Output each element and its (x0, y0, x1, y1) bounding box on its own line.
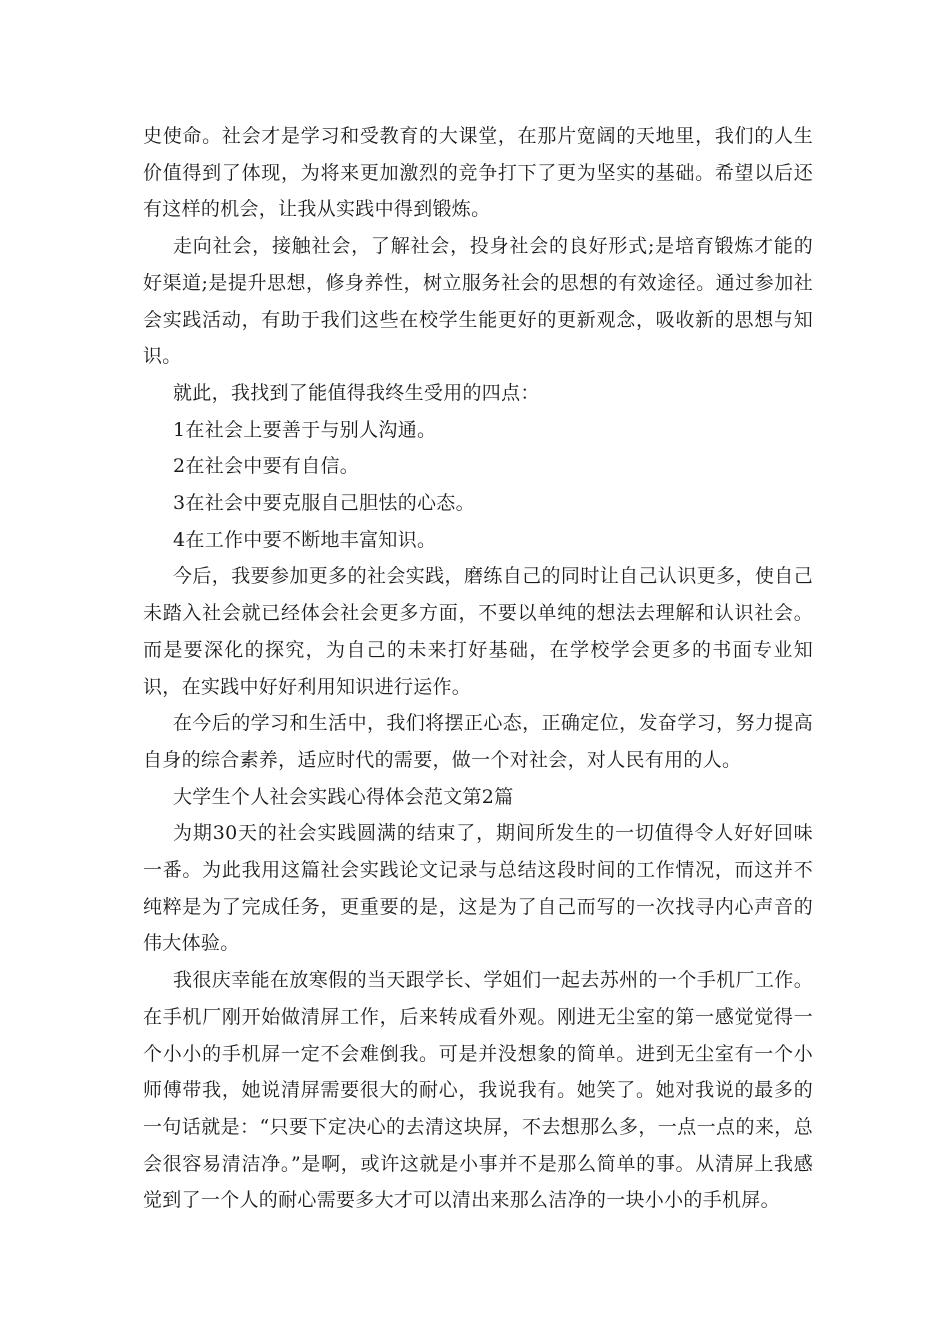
list-item: 2在社会中要有自信。 (173, 455, 360, 478)
list-item: 3在社会中要克服自己胆怯的心态。 (173, 492, 475, 515)
paragraph: 走向社会，接触社会，了解社会，投身社会的良好形式;是培育锻炼才能的好渠道;是提升思想，修身养性，树立服务社会的思想的有效途径。通过参加社会实践活动，有助于我们这些在校学生能更好的更新观念，吸收新的思想与知识。 (143, 235, 813, 368)
paragraph: 为期30天的社会实践圆满的结束了，期间所发生的一切值得令人好好回味一番。为此我用这篇社会实践论文记录与总结这段时间的工作情况，而这并不纯粹是为了完成任务，更重要的是，这是为了自己而写的一次找寻内心声音的伟大体验。 (143, 822, 813, 955)
section-heading: 大学生个人社会实践心得体会范文第2篇 (173, 785, 514, 808)
paragraph: 在今后的学习和生活中，我们将摆正心态，正确定位，发奋学习，努力提高自身的综合素养，适应时代的需要，做一个对社会，对人民有用的人。 (143, 712, 813, 771)
paragraph: 就此，我找到了能值得我终生受用的四点： (173, 381, 540, 404)
list-item: 4在工作中要不断地丰富知识。 (173, 528, 437, 551)
list-item: 1在社会上要善于与别人沟通。 (173, 418, 437, 441)
paragraph: 我很庆幸能在放寒假的当天跟学长、学姐们一起去苏州的一个手机厂工作。在手机厂刚开始做清屏工作，后来转成看外观。刚进无尘室的第一感觉觉得一个小小的手机屏一定不会难倒我。可是并没想象的简单。进到无尘室有一个小师傅带我，她说清屏需要很大的耐心，我说我有。她笑了。她对我说的最多的一句话就是：“只要下定决心的去清这块屏，不去想那么多，一点一点的来，总会很容易清洁净。”是啊，或许这就是小事并不是那么简单的事。从清屏上我感觉到了一个人的耐心需要多大才可以清出来那么洁净的一块小小的手机屏。 (143, 969, 813, 1212)
paragraph: 今后，我要参加更多的社会实践，磨练自己的同时让自己认识更多，使自己未踏入社会就已经体会社会更多方面，不要以单纯的想法去理解和认识社会。而是要深化的探究，为自己的未来打好基础，在学校学会更多的书面专业知识，在实践中好好利用知识进行运作。 (143, 565, 813, 698)
document-body (143, 118, 813, 1219)
paragraph-continuation: 史使命。社会才是学习和受教育的大课堂，在那片宽阔的天地里，我们的人生价值得到了体现，为将来更加激烈的竞争打下了更为坚实的基础。希望以后还有这样的机会，让我从实践中得到锻炼。 (143, 125, 813, 221)
